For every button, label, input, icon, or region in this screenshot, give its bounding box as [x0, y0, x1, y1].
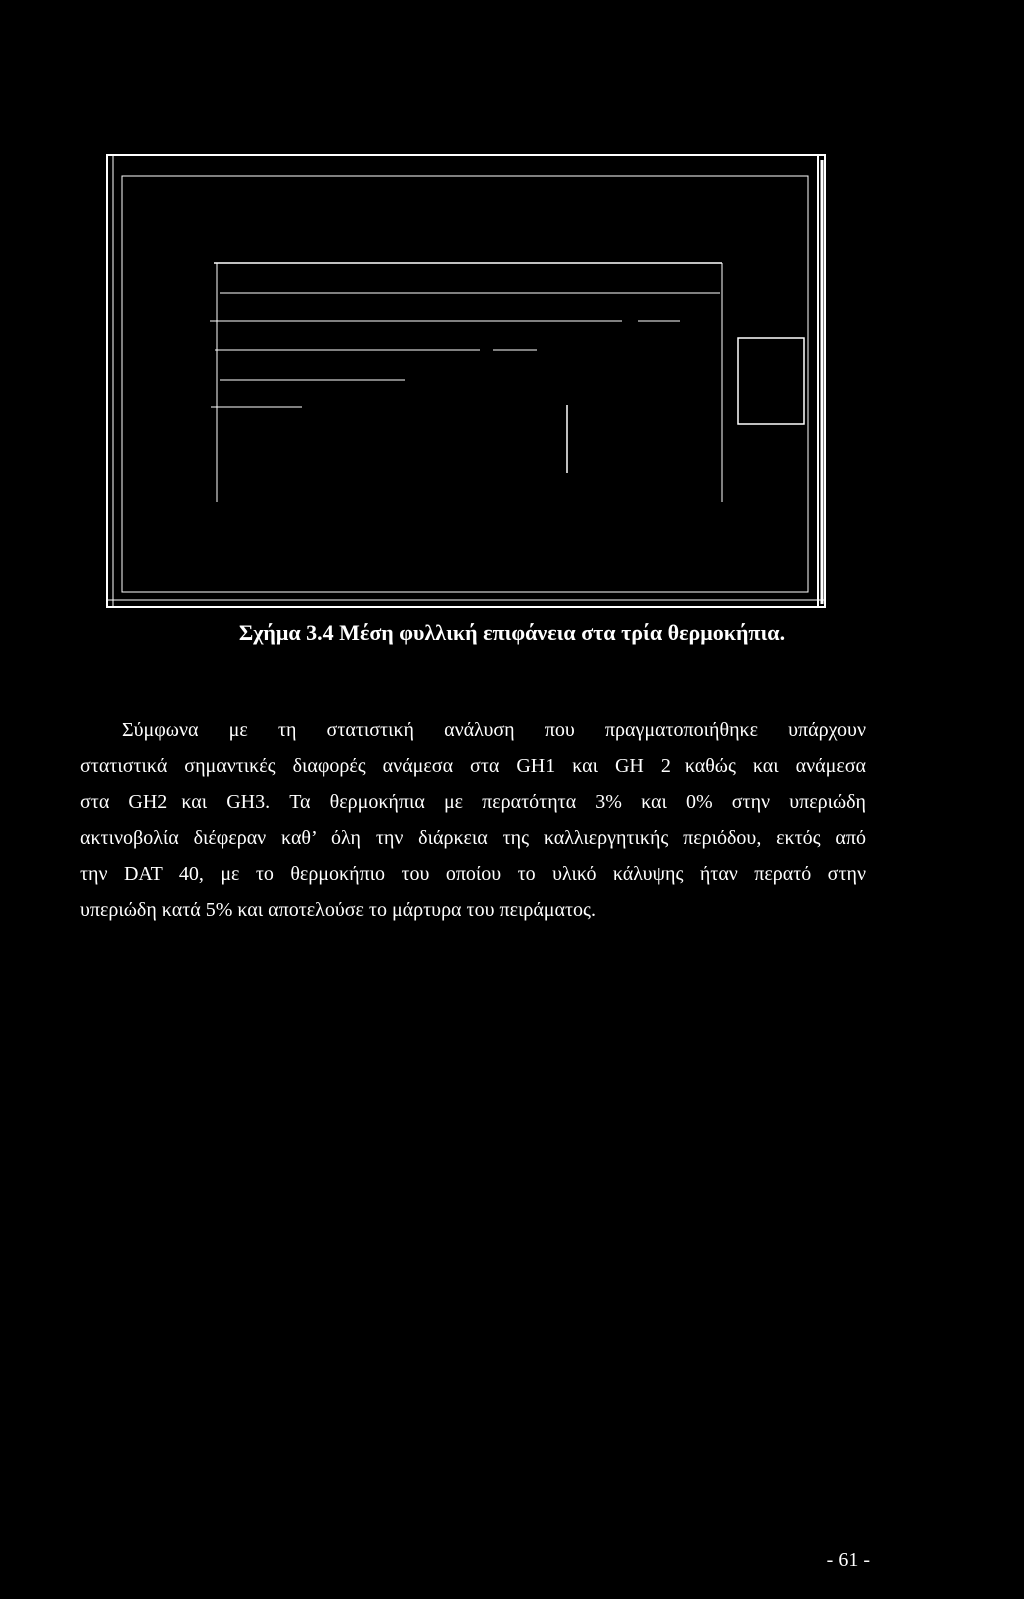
- paragraph-line-4: ακτινοβολία διέφεραν καθ’ όλη την διάρκεια της καλλιεργητικής περιόδου, εκτός από: [80, 827, 866, 849]
- paragraph-line-2-part-b: καθώς και ανάμεσα: [684, 755, 867, 777]
- paragraph-line-1: Σύμφωνα με τη στατιστική ανάλυση που πραγματοποιήθηκε υπάρχουν: [122, 719, 866, 741]
- outer-frame: [107, 155, 825, 607]
- body-paragraph: [80, 712, 866, 928]
- chart-frame-svg: [0, 0, 1024, 620]
- paragraph-line-3-part-b: και GH3. Τα θερμοκήπια με περατότητα 3% και 0% στην υπεριώδη: [181, 791, 866, 813]
- page-number: - 61 -: [826, 1549, 870, 1571]
- paragraph-line-2-part-a: στατιστικά σημαντικές διαφορές ανάμεσα στα GH1 και GH 2: [80, 755, 671, 777]
- plot-area-border: [122, 176, 808, 592]
- chart-figure: [0, 0, 1024, 620]
- paragraph-line-6: υπεριώδη κατά 5% και αποτελούσε το μάρτυρα του πειράματος.: [80, 899, 596, 921]
- figure-caption: Σχήμα 3.4 Μέση φυλλική επιφάνεια στα τρία θερμοκήπια.: [238, 620, 786, 645]
- legend-box: [738, 338, 804, 424]
- paragraph-line-3-part-a: στα GH2: [80, 791, 168, 813]
- paragraph-line-5: την DAT 40, με το θερμοκήπιο του οποίου το υλικό κάλυψης ήταν περατό στην: [80, 863, 866, 885]
- paragraph-line-3: [80, 784, 866, 820]
- paragraph-line-2: [80, 748, 866, 784]
